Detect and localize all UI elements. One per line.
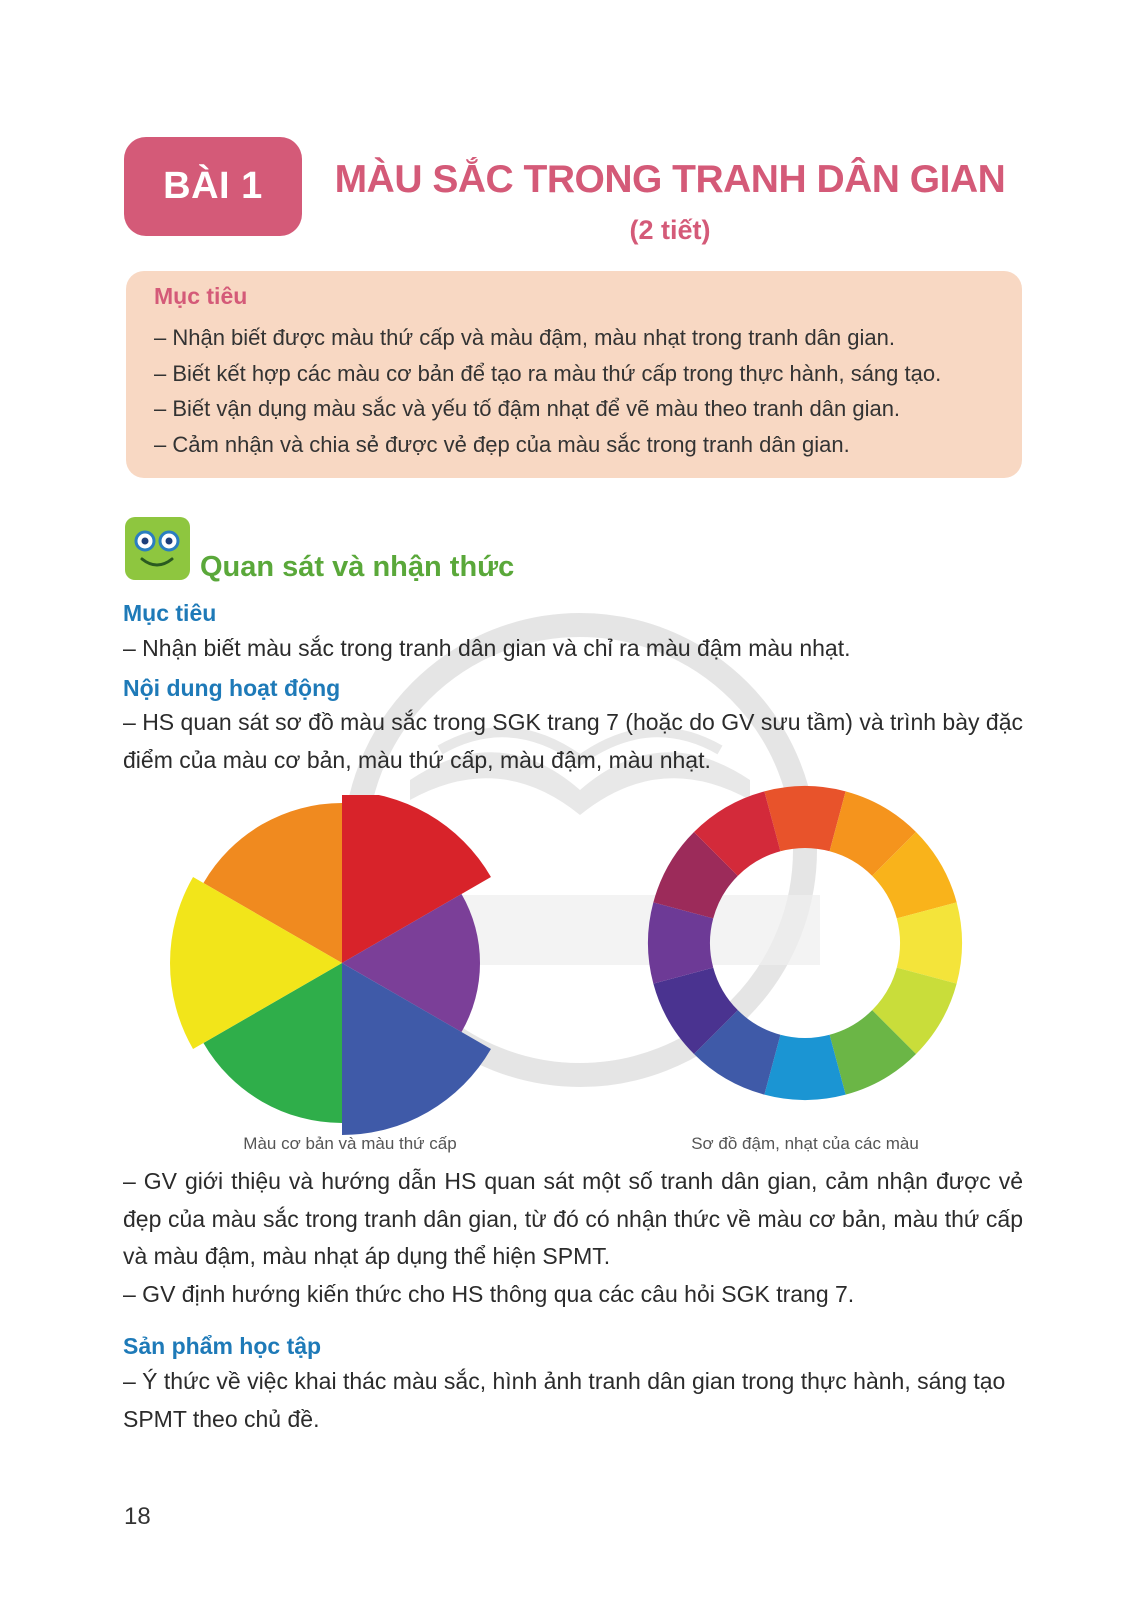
lesson-subtitle: (2 tiết) (629, 215, 711, 245)
product-heading: Sản phẩm học tập (123, 1333, 322, 1359)
objective-item: – Biết vận dụng màu sắc và yếu tố đậm nhạt để vẽ màu theo tranh dân gian. (154, 396, 901, 421)
objective-item: – Biết kết hợp các màu cơ bản để tạo ra màu thứ cấp trong thực hành, sáng tạo. (154, 360, 942, 386)
primary-secondary-color-wheel (170, 795, 530, 1135)
objective-item: – Cảm nhận và chia sẻ được vẻ đẹp của màu sắc trong tranh dân gian. (154, 431, 850, 457)
color-value-ring (640, 778, 970, 1108)
activity-text: – HS quan sát sơ đồ màu sắc trong SGK trang 7 (hoặc do GV sưu tầm) và trình bày đặc điểm của màu cơ bản, màu thứ cấp, màu đậm, màu nhạt. (123, 709, 1023, 773)
right-figure-caption: Sơ đồ đậm, nhạt của các màu (691, 1134, 919, 1153)
paragraph-after-figures: – GV giới thiệu và hướng dẫn HS quan sát một số tranh dân gian, cảm nhận được vẻ đẹp của màu sắc trong tranh dân gian, từ đó có nhận thức về màu cơ bản, màu thứ cấp và màu đậm, màu nhạt áp dụng thể hiện SPMT. (123, 1168, 1023, 1269)
lesson-title: MÀU SẮC TRONG TRANH DÂN GIAN (334, 158, 1006, 201)
objective-item: – Nhận biết được màu thứ cấp và màu đậm, màu nhạt trong tranh dân gian. (154, 325, 895, 350)
goal-text: – Nhận biết màu sắc trong tranh dân gian và chỉ ra màu đậm màu nhạt. (123, 635, 851, 661)
objectives-box (126, 271, 1022, 478)
smiley-face-icon (125, 517, 190, 580)
lesson-label: BÀI 1 (163, 165, 263, 207)
product-text: – Ý thức về việc khai thác màu sắc, hình ảnh tranh dân gian trong thực hành, sáng tạo SPMT theo chủ đề. (123, 1368, 1006, 1432)
section-title: Quan sát và nhận thức (200, 551, 515, 583)
lesson-badge (124, 137, 302, 236)
goal-heading: Mục tiêu (123, 600, 217, 626)
objectives-heading: Mục tiêu (154, 283, 248, 309)
left-figure-caption: Màu cơ bản và màu thứ cấp (243, 1134, 457, 1153)
page-number: 18 (124, 1503, 151, 1530)
paragraph-after-figures: – GV định hướng kiến thức cho HS thông qua các câu hỏi SGK trang 7. (123, 1281, 855, 1307)
activity-heading: Nội dung hoạt động (123, 675, 341, 701)
objectives-list (154, 320, 1000, 462)
